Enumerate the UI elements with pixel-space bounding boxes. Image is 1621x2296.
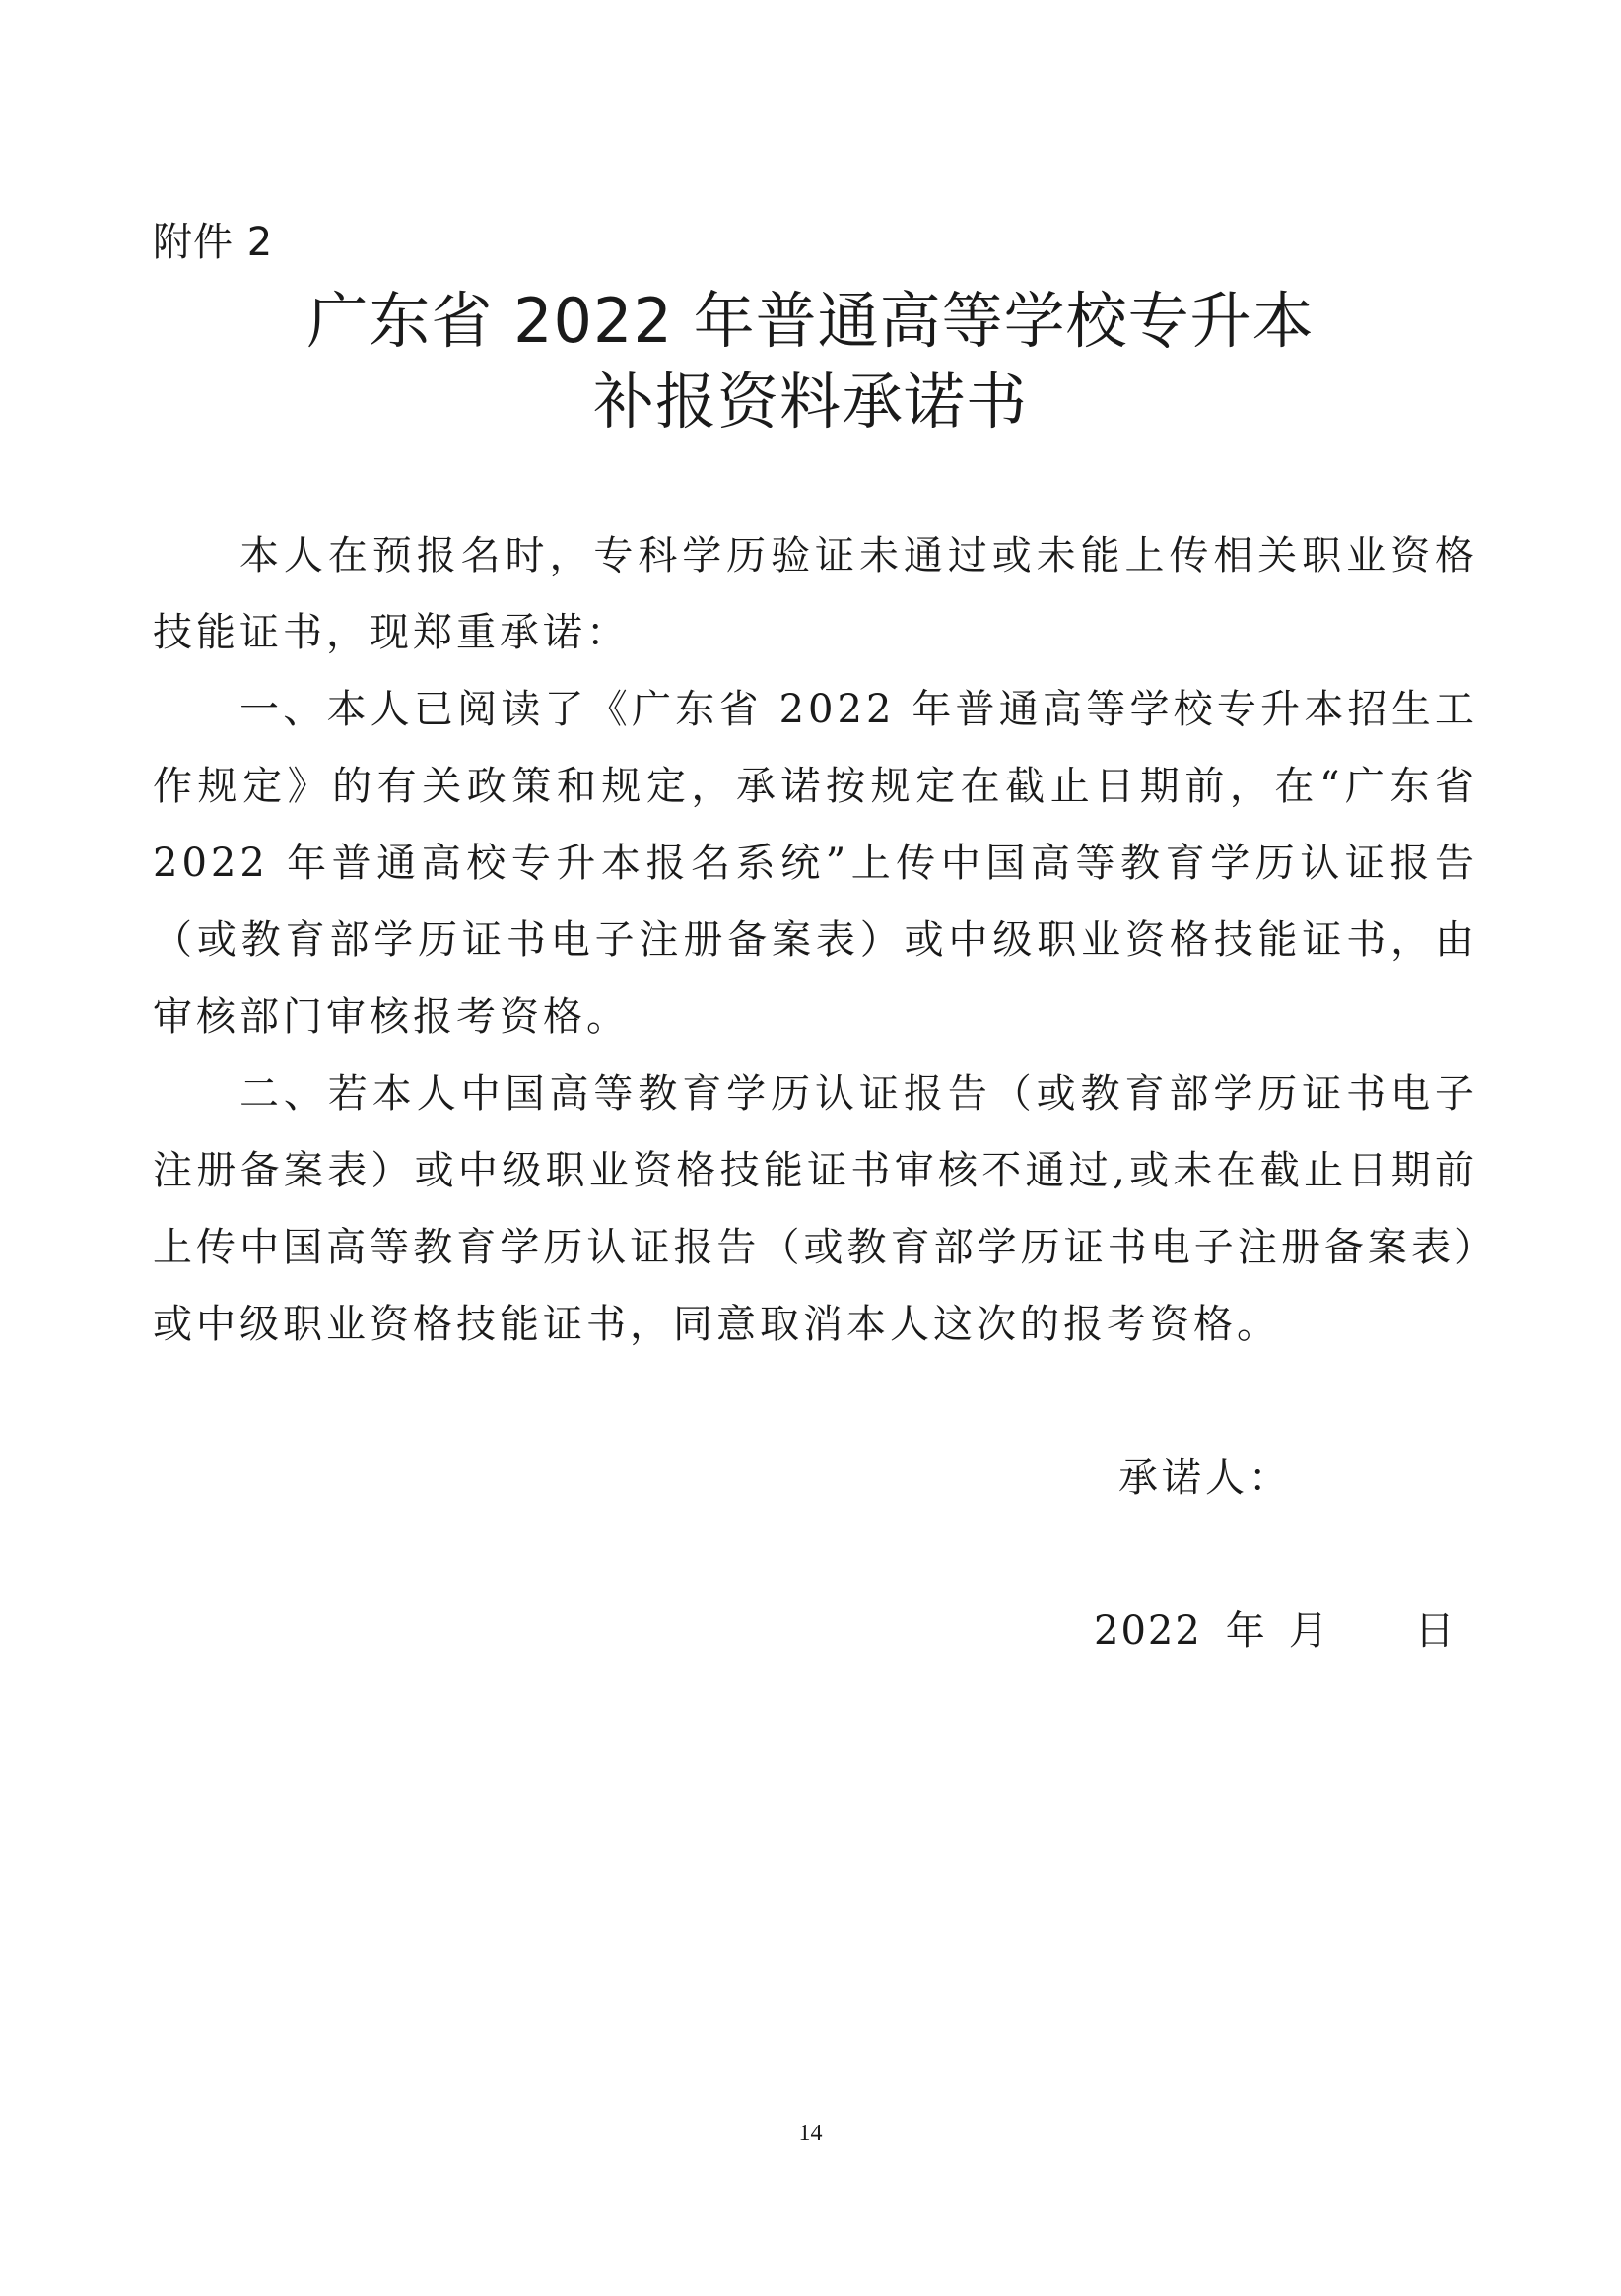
document-title-line-1: 广东省 2022 年普通高等学校专升本 — [306, 285, 1315, 357]
document-body — [153, 517, 1478, 1363]
paragraph-commitment-2: 二、若本人中国高等教育学历认证报告（或教育部学历证书电子注册备案表）或中级职业资格技能证书审核不通过,或未在截止日期前上传中国高等教育学历认证报告（或教育部学历证书电子注册备案表）或中级职业资格技能证书，同意取消本人这次的报考资格。 — [153, 1071, 1478, 1347]
paragraph-intro: 本人在预报名时，专科学历验证未通过或未能上传相关职业资格技能证书，现郑重承诺： — [153, 533, 1478, 655]
document-title-line-2: 补报资料承诺书 — [592, 366, 1028, 438]
attachment-label: 附件 2 — [153, 220, 274, 265]
date-month-unit: 月 — [1288, 1608, 1330, 1654]
paragraph-commitment-1: 一、本人已阅读了《广东省 2022 年普通高等学校专升本招生工作规定》的有关政策和规定，承诺按规定在截止日期前，在“广东省 2022 年普通高校专升本报名系统”上传中国高等教育学历认证报告（或教育部学历证书电子注册备案表）或中级职业资格技能证书，由审核部门审核报考资格。 — [153, 687, 1478, 1040]
date-day-unit: 日 — [1414, 1608, 1456, 1654]
date-year-unit: 年 — [1225, 1608, 1267, 1654]
date-year: 2022 — [1094, 1608, 1202, 1654]
signature-label: 承诺人： — [1118, 1455, 1292, 1501]
page-number: 14 — [798, 2121, 823, 2146]
date-line — [1094, 1601, 1456, 1660]
